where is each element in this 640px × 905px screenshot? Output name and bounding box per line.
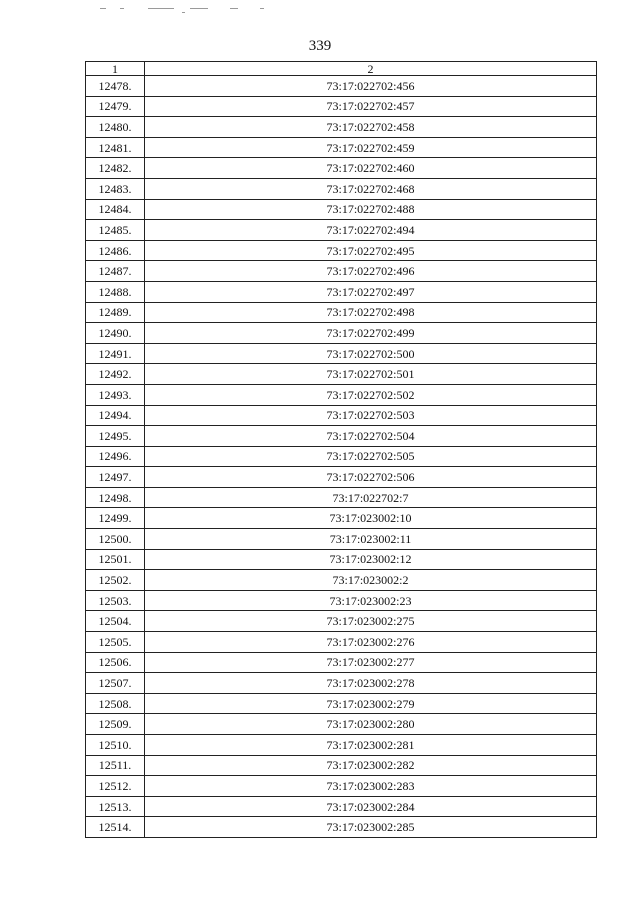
cadastral-number-cell: 73:17:022702:495 <box>145 240 597 261</box>
row-index-cell: 12479. <box>86 96 145 117</box>
cadastral-number-cell: 73:17:023002:278 <box>145 673 597 694</box>
cadastral-number-cell: 73:17:022702:494 <box>145 220 597 241</box>
table-row <box>86 487 597 508</box>
row-index-cell: 12502. <box>86 570 145 591</box>
cadastral-number-cell: 73:17:022702:497 <box>145 281 597 302</box>
cadastral-number-cell: 73:17:022702:500 <box>145 343 597 364</box>
row-index-cell: 12480. <box>86 117 145 138</box>
column-header-index: 1 <box>86 62 145 76</box>
cadastral-number-cell: 73:17:022702:468 <box>145 178 597 199</box>
cadastral-number-cell: 73:17:022702:501 <box>145 364 597 385</box>
row-index-cell: 12496. <box>86 446 145 467</box>
row-index-cell: 12512. <box>86 776 145 797</box>
table-row <box>86 529 597 550</box>
table-row <box>86 426 597 447</box>
row-index-cell: 12506. <box>86 652 145 673</box>
table-row <box>86 302 597 323</box>
cadastral-number-cell: 73:17:023002:281 <box>145 735 597 756</box>
table-row <box>86 76 597 97</box>
cadastral-number-cell: 73:17:023002:277 <box>145 652 597 673</box>
row-index-cell: 12478. <box>86 76 145 97</box>
row-index-cell: 12500. <box>86 529 145 550</box>
row-index-cell: 12494. <box>86 405 145 426</box>
row-index-cell: 12498. <box>86 487 145 508</box>
table-row <box>86 776 597 797</box>
table-row <box>86 178 597 199</box>
table-row <box>86 611 597 632</box>
table-row <box>86 714 597 735</box>
cadastral-number-cell: 73:17:022702:499 <box>145 323 597 344</box>
row-index-cell: 12495. <box>86 426 145 447</box>
row-index-cell: 12509. <box>86 714 145 735</box>
table-row <box>86 261 597 282</box>
table-row <box>86 467 597 488</box>
cadastral-number-cell: 73:17:022702:7 <box>145 487 597 508</box>
row-index-cell: 12491. <box>86 343 145 364</box>
row-index-cell: 12499. <box>86 508 145 529</box>
table-row <box>86 652 597 673</box>
scan-artifacts <box>100 8 360 14</box>
row-index-cell: 12493. <box>86 384 145 405</box>
table-row <box>86 343 597 364</box>
cadastral-number-cell: 73:17:022702:505 <box>145 446 597 467</box>
table-row <box>86 735 597 756</box>
table-row <box>86 590 597 611</box>
cadastral-number-cell: 73:17:023002:280 <box>145 714 597 735</box>
row-index-cell: 12482. <box>86 158 145 179</box>
cadastral-number-cell: 73:17:023002:23 <box>145 590 597 611</box>
cadastral-number-cell: 73:17:023002:282 <box>145 755 597 776</box>
scan-speck <box>260 8 264 9</box>
cadastral-number-cell: 73:17:023002:275 <box>145 611 597 632</box>
row-index-cell: 12489. <box>86 302 145 323</box>
table-row <box>86 446 597 467</box>
scan-speck <box>148 8 174 9</box>
row-index-cell: 12511. <box>86 755 145 776</box>
cadastral-number-cell: 73:17:022702:506 <box>145 467 597 488</box>
row-index-cell: 12481. <box>86 137 145 158</box>
table-row <box>86 817 597 838</box>
row-index-cell: 12505. <box>86 632 145 653</box>
scan-speck <box>182 12 185 13</box>
row-index-cell: 12487. <box>86 261 145 282</box>
table-row <box>86 755 597 776</box>
table-row <box>86 220 597 241</box>
table-row <box>86 137 597 158</box>
column-header-cadastral-number: 2 <box>145 62 597 76</box>
table-row <box>86 323 597 344</box>
cadastral-number-cell: 73:17:023002:276 <box>145 632 597 653</box>
cadastral-number-cell: 73:17:022702:502 <box>145 384 597 405</box>
scan-speck <box>100 8 106 9</box>
table-row <box>86 96 597 117</box>
row-index-cell: 12490. <box>86 323 145 344</box>
table-row <box>86 240 597 261</box>
cadastral-number-table <box>85 61 597 838</box>
table-body <box>86 76 597 838</box>
row-index-cell: 12510. <box>86 735 145 756</box>
table-row <box>86 384 597 405</box>
table-row <box>86 549 597 570</box>
row-index-cell: 12484. <box>86 199 145 220</box>
scan-speck <box>120 8 124 9</box>
table-row <box>86 405 597 426</box>
row-index-cell: 12485. <box>86 220 145 241</box>
cadastral-number-cell: 73:17:022702:456 <box>145 76 597 97</box>
row-index-cell: 12483. <box>86 178 145 199</box>
table-header-row <box>86 62 597 76</box>
table-row <box>86 796 597 817</box>
row-index-cell: 12488. <box>86 281 145 302</box>
row-index-cell: 12513. <box>86 796 145 817</box>
row-index-cell: 12492. <box>86 364 145 385</box>
cadastral-number-cell: 73:17:023002:12 <box>145 549 597 570</box>
row-index-cell: 12508. <box>86 693 145 714</box>
cadastral-number-cell: 73:17:023002:283 <box>145 776 597 797</box>
row-index-cell: 12504. <box>86 611 145 632</box>
cadastral-number-cell: 73:17:023002:285 <box>145 817 597 838</box>
cadastral-number-cell: 73:17:022702:460 <box>145 158 597 179</box>
cadastral-number-cell: 73:17:022702:503 <box>145 405 597 426</box>
row-index-cell: 12514. <box>86 817 145 838</box>
table-row <box>86 632 597 653</box>
table-row <box>86 570 597 591</box>
cadastral-number-cell: 73:17:023002:11 <box>145 529 597 550</box>
page-number: 339 <box>308 38 332 54</box>
cadastral-number-cell: 73:17:023002:284 <box>145 796 597 817</box>
scan-speck <box>230 8 238 9</box>
cadastral-number-cell: 73:17:022702:504 <box>145 426 597 447</box>
cadastral-number-cell: 73:17:022702:498 <box>145 302 597 323</box>
cadastral-number-cell: 73:17:023002:279 <box>145 693 597 714</box>
row-index-cell: 12503. <box>86 590 145 611</box>
table-row <box>86 364 597 385</box>
cadastral-number-cell: 73:17:023002:2 <box>145 570 597 591</box>
cadastral-number-cell: 73:17:022702:496 <box>145 261 597 282</box>
table-row <box>86 199 597 220</box>
row-index-cell: 12486. <box>86 240 145 261</box>
table-row <box>86 281 597 302</box>
scan-speck <box>190 8 208 9</box>
row-index-cell: 12501. <box>86 549 145 570</box>
table-row <box>86 508 597 529</box>
cadastral-number-cell: 73:17:022702:488 <box>145 199 597 220</box>
cadastral-number-cell: 73:17:022702:459 <box>145 137 597 158</box>
table-row <box>86 693 597 714</box>
table-row <box>86 673 597 694</box>
row-index-cell: 12497. <box>86 467 145 488</box>
cadastral-number-cell: 73:17:023002:10 <box>145 508 597 529</box>
table-row <box>86 117 597 138</box>
cadastral-number-cell: 73:17:022702:457 <box>145 96 597 117</box>
cadastral-number-cell: 73:17:022702:458 <box>145 117 597 138</box>
table-row <box>86 158 597 179</box>
row-index-cell: 12507. <box>86 673 145 694</box>
